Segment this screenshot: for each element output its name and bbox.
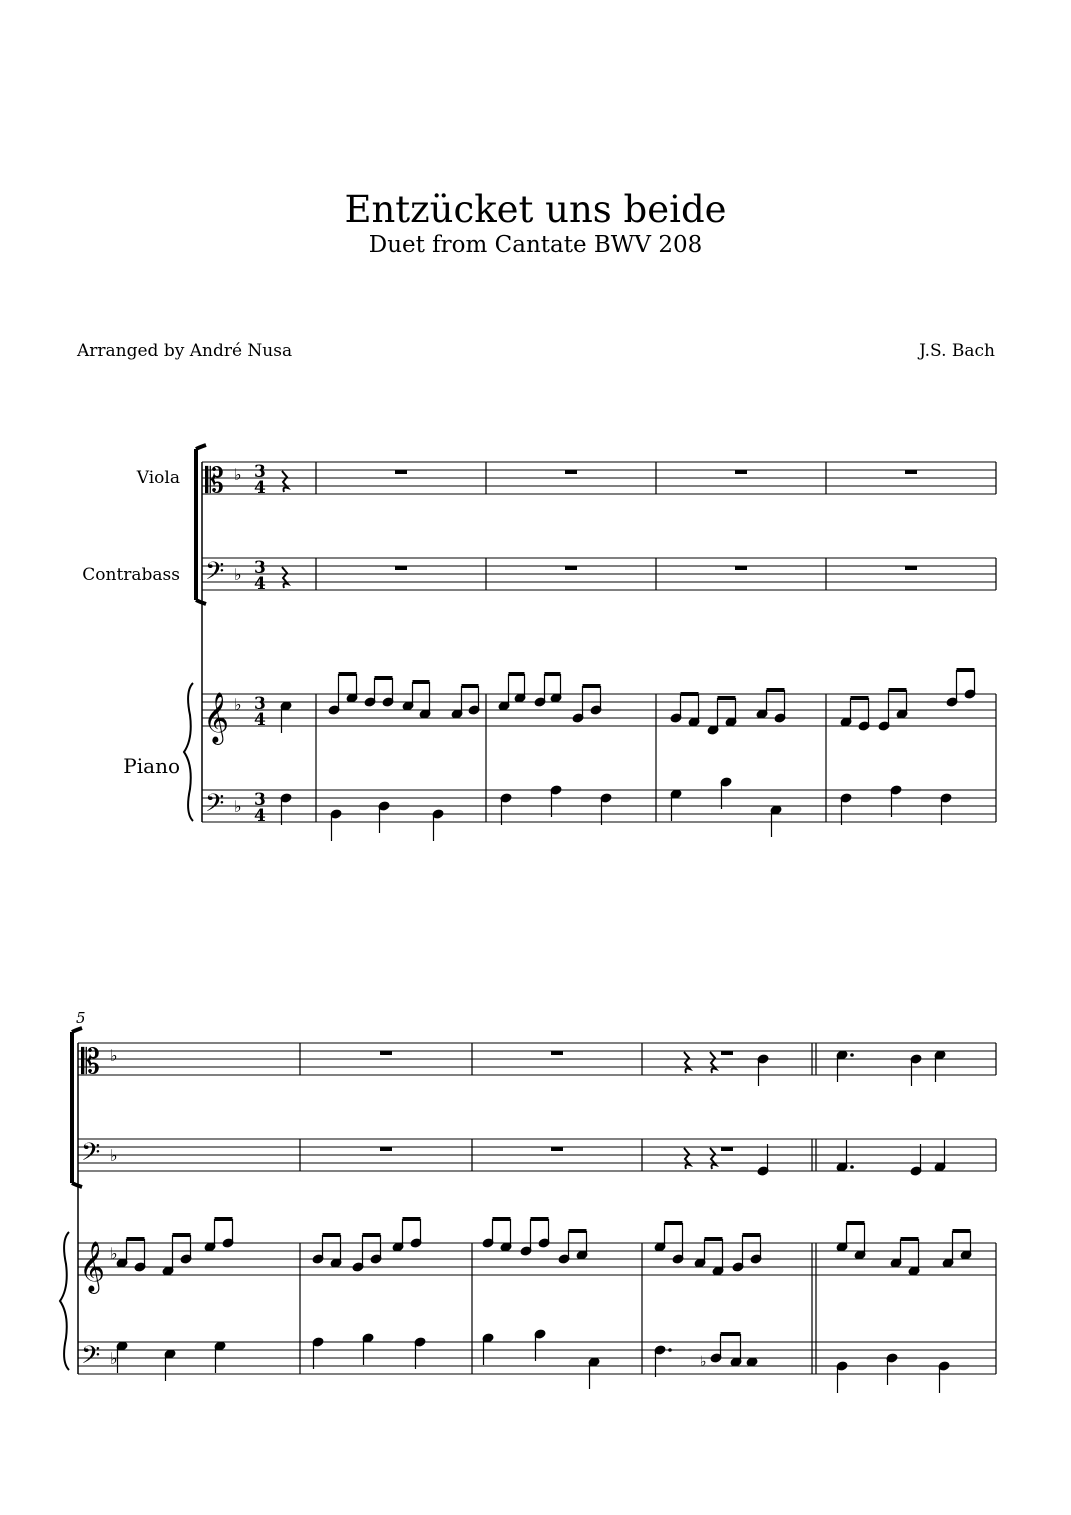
key-signature-flat: ♭: [110, 1244, 118, 1263]
whole-rest: [721, 1051, 733, 1055]
piano-brace: [60, 1232, 69, 1370]
key-signature-flat: ♭: [110, 1146, 118, 1165]
instrument-label-piano: Piano: [123, 754, 180, 778]
key-signature-flat: ♭: [110, 1046, 118, 1065]
whole-rest: [565, 470, 577, 474]
staves: [60, 445, 996, 1376]
whole-rest: [905, 566, 917, 570]
whole-rest: [905, 470, 917, 474]
alto-clef: 𝄡: [205, 461, 224, 501]
piano-brace: [184, 683, 193, 821]
treble-clef: 𝄞: [203, 692, 230, 743]
bass-clef: 𝄢: [81, 1138, 101, 1173]
whole-rest: [735, 566, 747, 570]
quarter-rest: [710, 1148, 716, 1169]
score-subtitle: Duet from Cantate BWV 208: [368, 232, 703, 258]
instrument-label-viola: Viola: [136, 468, 180, 488]
quarter-rest: [684, 1052, 690, 1073]
quarter-rest: [684, 1148, 690, 1169]
whole-rest: [380, 1147, 392, 1151]
key-signature-flat: ♭: [234, 565, 242, 584]
notes: [116, 470, 976, 1393]
whole-rest: [735, 470, 747, 474]
dot: [668, 1348, 672, 1352]
measure-number: 5: [76, 1009, 86, 1027]
whole-rest: [551, 1051, 563, 1055]
instrument-label-contrabass: Contrabass: [82, 565, 180, 585]
flat-accidental: ♭: [700, 1354, 707, 1370]
whole-rest: [380, 1051, 392, 1055]
whole-rest: [721, 1147, 733, 1151]
quarter-rest: [282, 567, 288, 588]
time-signature-top: 3: [254, 694, 266, 714]
whole-rest: [565, 566, 577, 570]
whole-rest: [395, 470, 407, 474]
bass-clef: 𝄢: [205, 789, 225, 824]
time-signature-bottom: 4: [254, 478, 266, 498]
time-signature-top: 3: [254, 790, 266, 810]
dot: [850, 1165, 854, 1169]
quarter-rest: [710, 1052, 716, 1073]
whole-rest: [395, 566, 407, 570]
key-signature-flat: ♭: [110, 1349, 118, 1368]
time-signature-top: 3: [254, 462, 266, 482]
arranger-credit: Arranged by André Nusa: [77, 341, 293, 361]
key-signature-flat: ♭: [234, 465, 242, 484]
dot: [850, 1053, 854, 1057]
time-signature-bottom: 4: [254, 710, 266, 730]
time-signature-top: 3: [254, 558, 266, 578]
quarter-rest: [282, 471, 288, 492]
bass-clef: 𝄢: [205, 557, 225, 592]
composer-credit: J.S. Bach: [919, 341, 995, 361]
bass-clef: 𝄢: [81, 1341, 101, 1376]
alto-clef: 𝄡: [81, 1042, 100, 1082]
time-signature-bottom: 4: [254, 806, 266, 826]
score-title: Entzücket uns beide: [344, 188, 727, 231]
treble-clef: 𝄞: [79, 1241, 106, 1292]
whole-rest: [551, 1147, 563, 1151]
key-signature-flat: ♭: [234, 797, 242, 816]
key-signature-flat: ♭: [234, 695, 242, 714]
time-signature-bottom: 4: [254, 574, 266, 594]
